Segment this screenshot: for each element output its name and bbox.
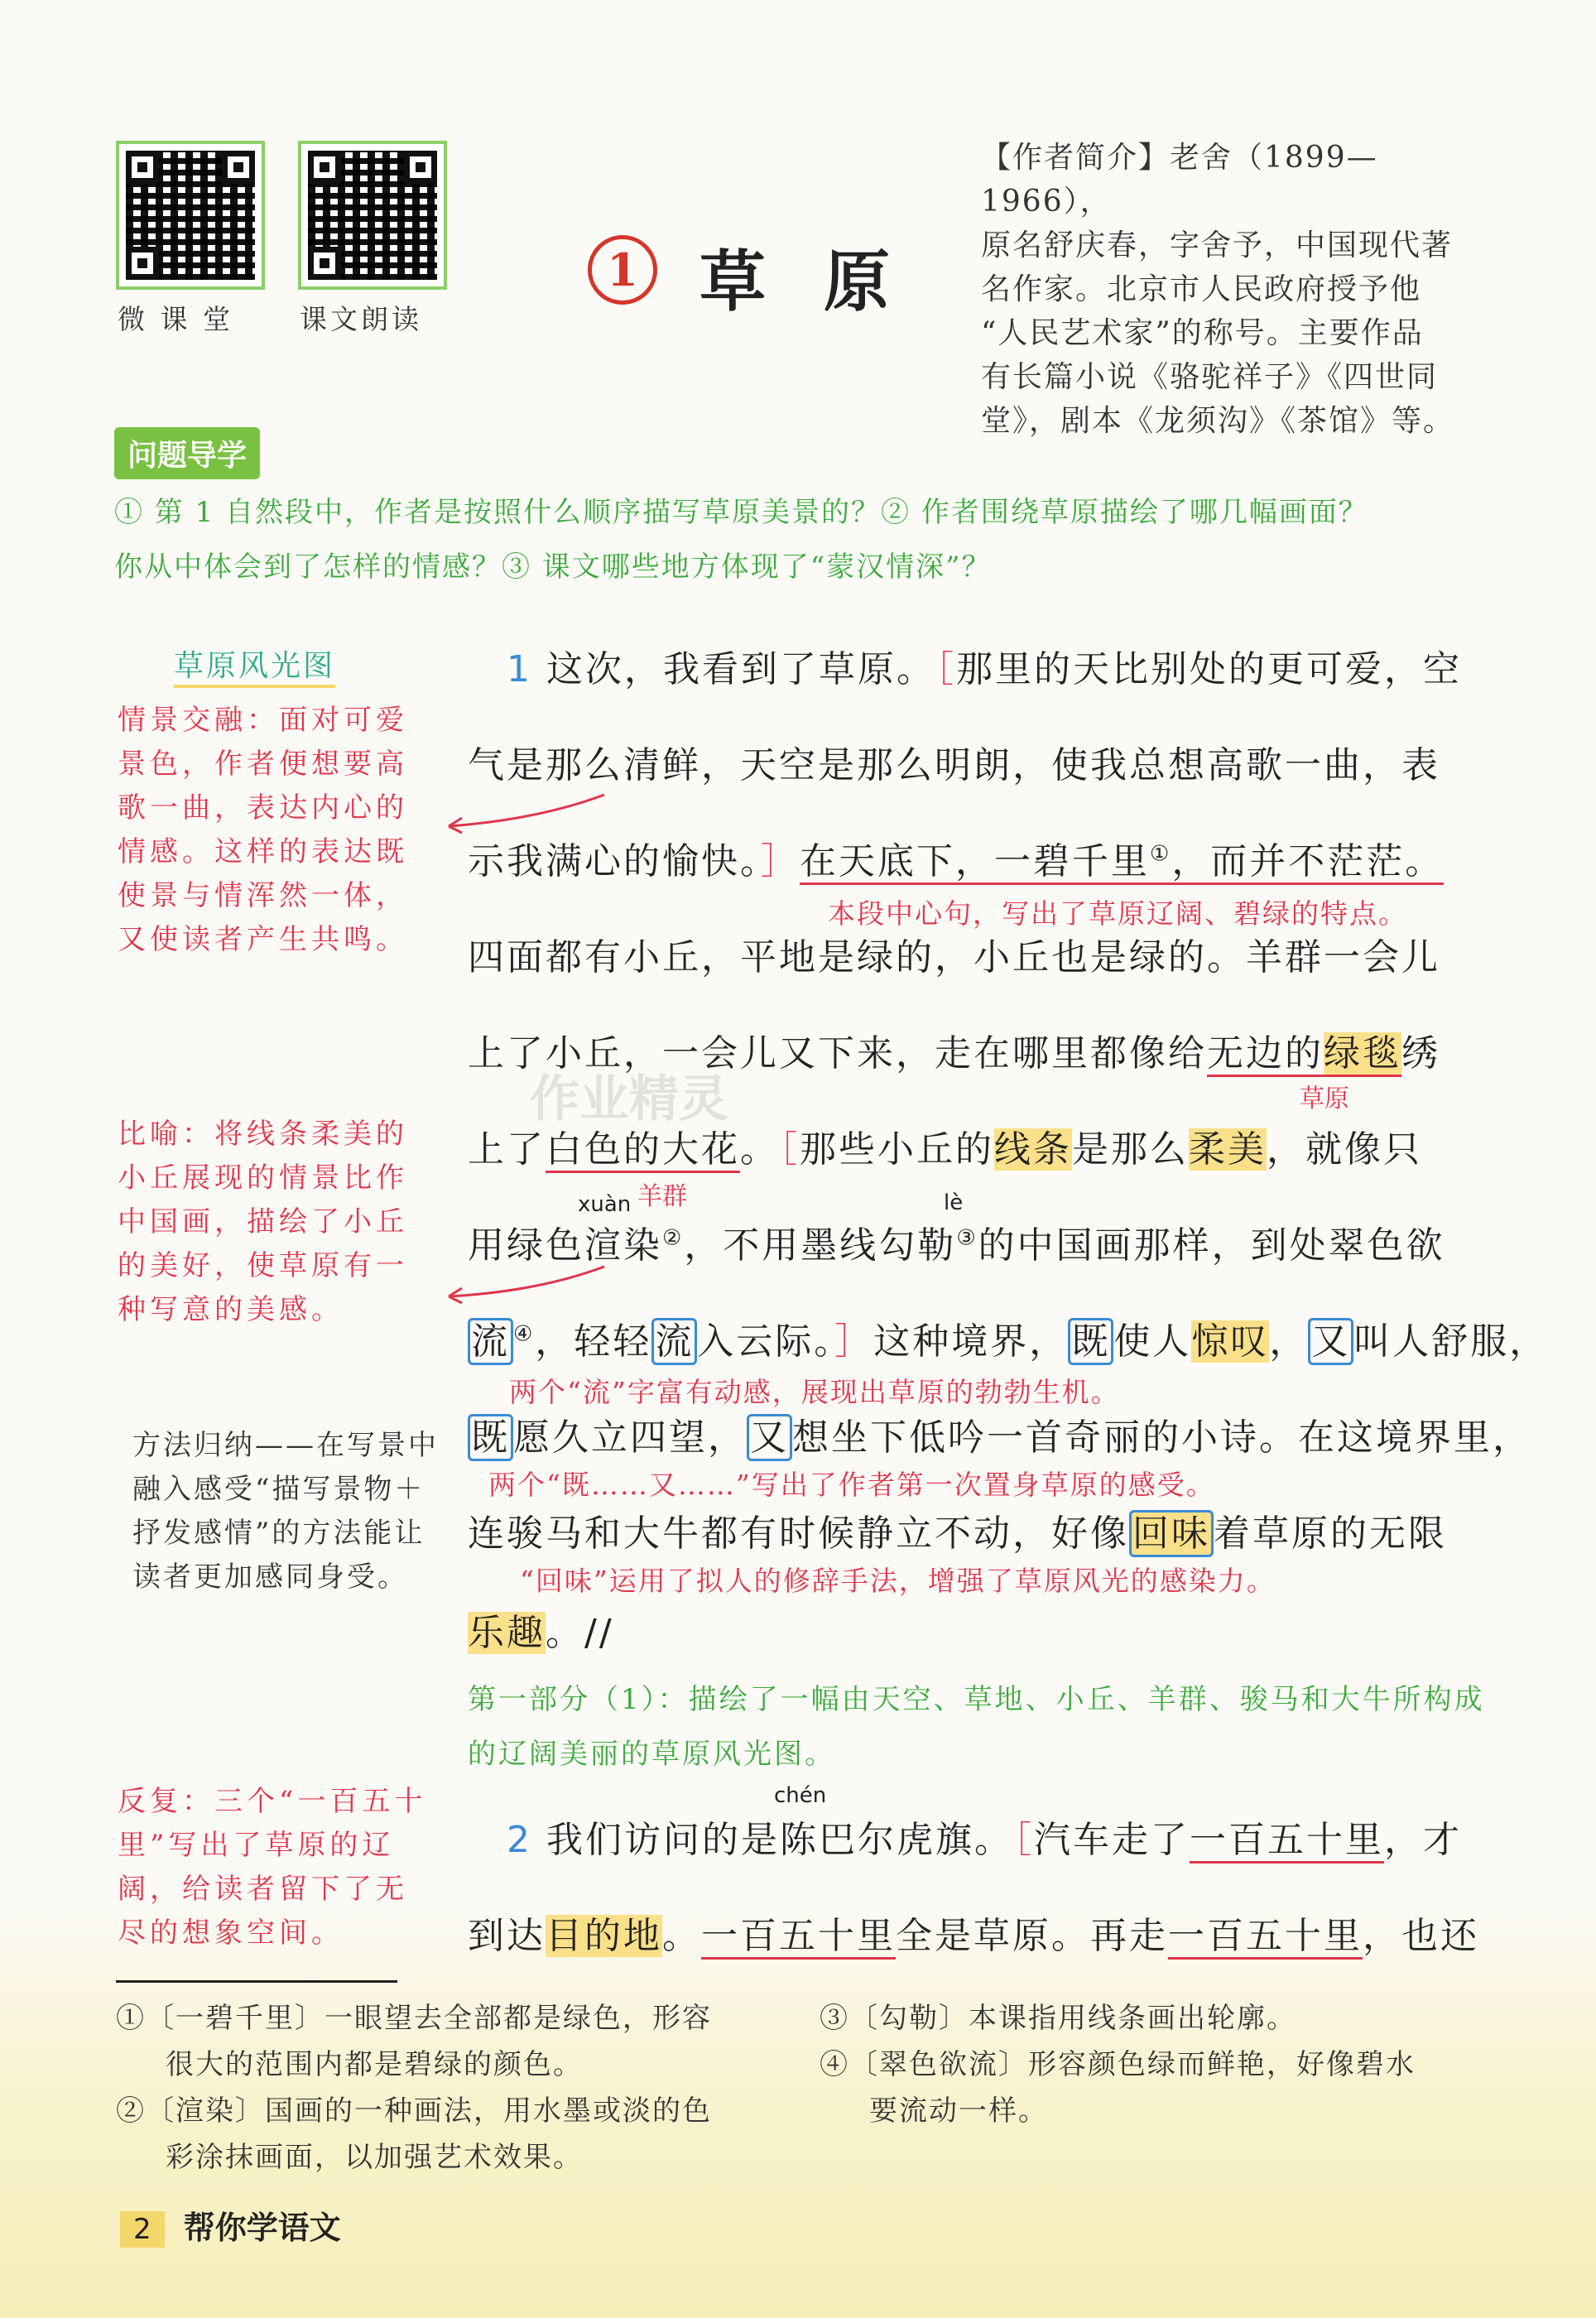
text-line-6 [468,1119,1422,1172]
author-line: 堂》，剧本《龙须沟》《茶馆》等。 [981,404,1455,438]
bracket: ］ [834,1320,874,1363]
highlight: 惊叹 [1191,1320,1270,1363]
sidebar-title: 草原风光图 [174,642,335,688]
text: 汽车走了 [1034,1819,1190,1861]
text: 在天底下，一碧千里 [800,840,1150,882]
text: ，就像只 [1267,1128,1422,1171]
text: 这次，我看到了草原。 [532,648,935,690]
arrow-icon [439,786,613,836]
underlined-text: 白色的大花 [546,1128,740,1173]
watermark: 作业精灵 [530,1070,728,1128]
bracket: ［ [779,1128,800,1171]
note-repetition: 反复：三个“一百五十里”写出了草原的辽阔，给读者留下了无尽的想象空间。 [118,1785,427,1950]
annotation-central-sentence: 本段中心句，写出了草原辽阔、碧绿的特点。 [828,897,1407,930]
footnote: 要流动一样。 [869,2094,1048,2128]
page-title: 草原 [699,243,948,320]
text-line-4: 四面都有小丘，平地是绿的，小丘也是绿的。羊群一会儿 [468,936,1440,979]
text-line-1 [507,639,1462,692]
footnote: 很大的范围内都是碧绿的颜色。 [166,2048,583,2081]
author-line: 原名舒庆春，字舍予，中国现代著 [981,228,1454,262]
book-title: 帮你学语文 [183,2210,341,2246]
annotation-both-and: 两个“既……又……”写出了作者第一次置身草原的感受。 [488,1469,1215,1501]
note-scene-emotion: 情景交融：面对可爱景色，作者便想要高歌一曲，表达内心的情感。这样的表达既使景与情浑然一体，又使读者产生共鸣。 [118,704,408,956]
qr-label-micro-class: 微 课 堂 [118,303,233,335]
page-footer [120,2202,341,2248]
text-line-10 [468,1503,1447,1556]
page-number: 2 [120,2211,165,2248]
paragraph-number: 2 [507,1819,532,1861]
footnote-divider [116,1980,397,1983]
text: 这种境界， [873,1320,1069,1363]
underlined-text [800,840,1444,885]
author-line: “人民艺术家”的称号。主要作品 [981,316,1424,350]
note-metaphor: 比喻：将线条柔美的小丘展现的情景比作中国画，描绘了小丘的美好，使草原有一种写意的美感。 [118,1118,408,1326]
footnote: ①〔一碧千里〕一眼望去全部都是绿色，形容 [116,2002,712,2035]
pinyin-le: lè [944,1190,964,1215]
highlight: 线条 [994,1128,1072,1171]
bracket: ［ [1013,1819,1034,1861]
annotation-aftertaste: “回味”运用了拟人的修辞手法，增强了草原风光的感染力。 [520,1565,1276,1597]
footnote: ④〔翠色欲流〕形容颜色绿而鲜艳，好像碧水 [820,2048,1416,2081]
annotation-sheep: 羊群 [637,1182,687,1211]
author-line: 有长篇小说《骆驼祥子》《四世同 [981,360,1439,394]
text: 的中国画那样，到处翠色欲 [978,1224,1445,1267]
guide-line: ① 第 1 自然段中，作者是按照什么顺序描写草原美景的？② 作者围绕草原描绘了哪几幅画面？ [114,496,1368,529]
text: 那里的天比别处的更可爱，空 [956,648,1462,690]
text: 。 [662,1915,701,1957]
footnote-ref: ① [1150,841,1172,867]
text-line-2: 气是那么清鲜，天空是那么明朗，使我总想高歌一曲，表 [468,744,1440,786]
highlight: 回味 [1129,1510,1214,1557]
underlined-text [1207,1032,1401,1077]
text: 是那么 [1072,1128,1189,1171]
author-line: 名作家。北京市人民政府授予他 [981,272,1422,306]
qr-label-text-reading: 课文朗读 [300,303,422,335]
part-summary: 第一部分（1）：描绘了一幅由天空、草地、小丘、羊群、骏马和大牛所构成的辽阔美丽的草原风光图。 [468,1683,1485,1771]
text: 示我满心的愉快。 [468,840,761,882]
text: 到达 [468,1915,546,1957]
underlined-text: 一百五十里 [1190,1819,1384,1864]
guide-badge: 问题导学 [114,427,260,479]
boxed-char: 既 [468,1414,513,1461]
pinyin-xuan: xuàn [578,1192,632,1217]
bracket: ］ [761,840,800,882]
text-line-13 [468,1906,1479,1959]
text: 我们访问的是陈巴尔虎旗。 [532,1819,1013,1861]
highlight: 乐趣 [468,1612,546,1654]
qr-micro-class[interactable] [116,141,265,290]
text-line-7 [468,1215,1445,1268]
lesson-number: 1 [588,235,657,305]
author-intro [981,136,1490,443]
bracket: ［ [935,648,956,690]
text: ， [1269,1320,1309,1363]
text: ，不用墨线勾勒 [684,1224,957,1267]
footnote-ref: ③ [956,1225,978,1251]
text: 。 [740,1128,779,1171]
annotation-grassland: 草原 [1300,1084,1349,1113]
guide-questions [114,485,1588,594]
text-line-12 [507,1810,1462,1863]
boxed-char: 既 [1068,1318,1113,1365]
text: 全是草原。再走 [896,1915,1168,1957]
footnote: ②〔渲染〕国画的一种画法，用水墨或淡的色 [116,2094,712,2128]
text: 绣 [1401,1032,1440,1075]
text: 着草原的无限 [1214,1512,1447,1555]
footnote: 彩涂抹画面，以加强艺术效果。 [166,2141,583,2174]
text: 入云际。 [697,1320,835,1363]
paragraph-number: 1 [507,648,532,690]
text: 无边的 [1207,1032,1324,1075]
text: 用绿色渲染 [468,1224,662,1267]
highlight: 柔美 [1189,1128,1267,1171]
boxed-char: 流 [651,1318,697,1365]
guide-line: 你从中体会到了怎样的情感？③ 课文哪些地方体现了“蒙汉情深”？ [114,551,992,584]
boxed-char: 又 [747,1414,792,1461]
text-line-11 [468,1603,614,1656]
text-line-5 [468,1023,1440,1076]
pinyin-chen: chén [774,1783,827,1808]
text-line-8 [468,1311,1548,1364]
qr-text-reading[interactable] [298,141,447,290]
highlight: 目的地 [546,1915,662,1957]
text: 连骏马和大牛都有时候静立不动，好像 [468,1512,1129,1555]
annotation-flow: 两个“流”字富有动感，展现出草原的勃勃生机。 [509,1376,1120,1408]
text: 。// [546,1612,614,1654]
text: 上了 [468,1128,546,1171]
underlined-text: 一百五十里 [1168,1915,1363,1960]
underlined-text: 一百五十里 [701,1915,896,1960]
author-line: 【作者简介】老舍（1899—1966）， [981,141,1378,219]
boxed-char: 流 [468,1318,513,1365]
highlight: 绿毯 [1324,1032,1401,1075]
qr-code-icon [116,141,265,290]
text: 想坐下低吟一首奇丽的小诗。在这境界里， [792,1416,1531,1459]
footnotes-right [820,1995,1416,2134]
footnote-ref: ④ [513,1321,536,1347]
text: ，才 [1384,1819,1462,1861]
text-line-3 [468,831,1444,884]
text-line-9 [468,1407,1531,1460]
text: 愿久立四望， [513,1416,747,1459]
text: 叫人舒服， [1353,1320,1549,1363]
footnote: ③〔勾勒〕本课指用线条画出轮廓。 [820,2002,1296,2035]
boxed-char: 又 [1308,1318,1353,1365]
text: ，轻轻 [535,1320,652,1363]
text: 上了小丘，一会儿又下来，走在哪里都像给 [468,1032,1207,1075]
note-method: 方法归纳——在写景中融入感受“描写景物＋抒发感情”的方法能让读者更加感同身受。 [132,1429,439,1594]
text: ，也还 [1363,1915,1479,1957]
text: 使人 [1113,1320,1192,1363]
text: 那些小丘的 [800,1128,994,1171]
footnotes-left [116,1995,712,2181]
footnote-ref: ② [662,1225,685,1251]
text: ，而并不茫茫。 [1171,840,1445,882]
qr-code-icon [298,141,447,290]
